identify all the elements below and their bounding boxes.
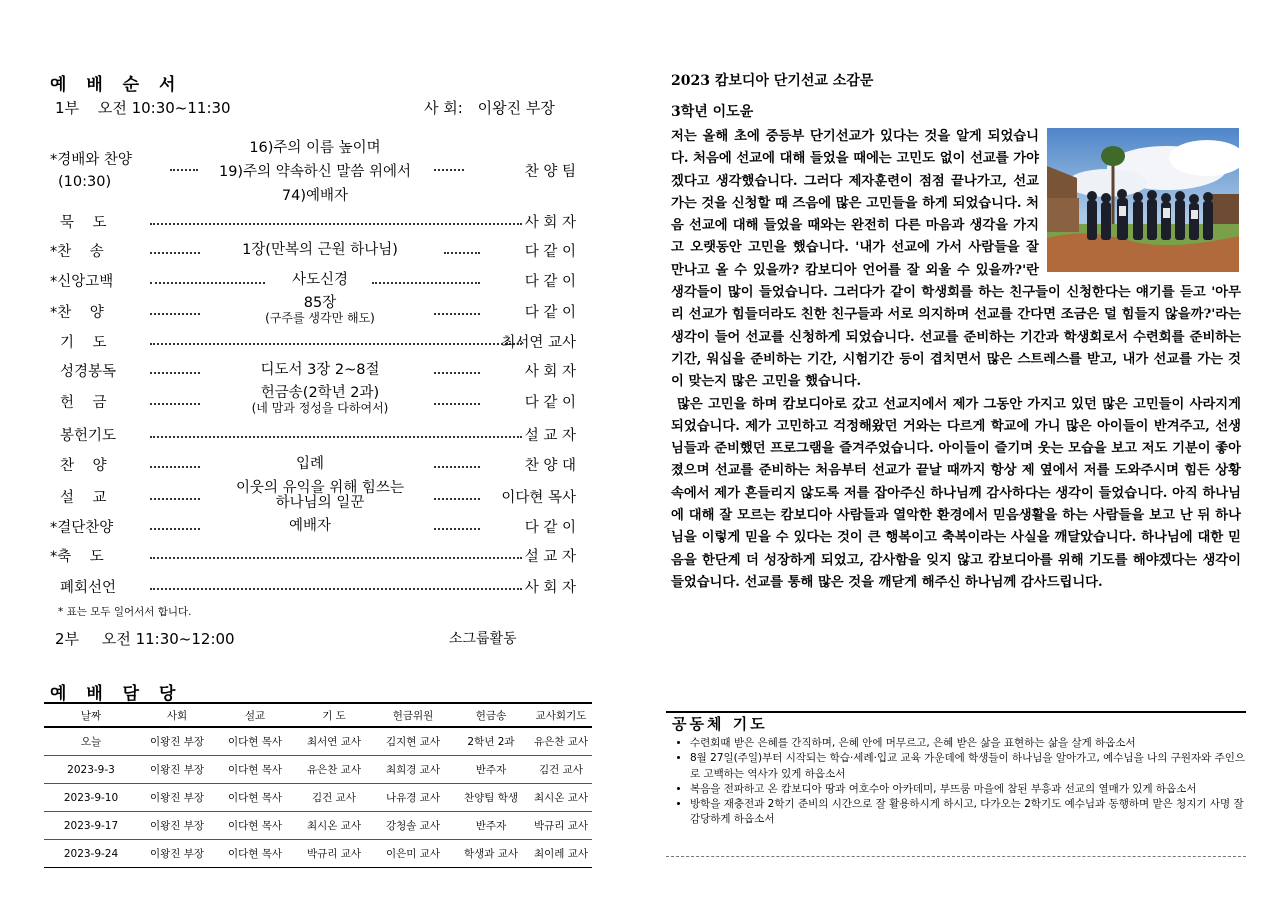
cell-teacher-prayer: 최시온 교사 [530,784,592,812]
table-row [44,756,592,784]
order-row [50,545,580,569]
cell-offering-song: 반주자 [452,756,530,784]
dot-leader [150,313,200,315]
cell-sermon: 이다현 목사 [216,784,294,812]
order-label: 찬 양 [60,458,107,474]
cell-host: 이왕진 부장 [138,840,216,868]
order-label: 기 도 [60,335,107,351]
cell-prayer: 유은찬 교사 [294,756,374,784]
order-responsible: 사 회 자 [524,215,576,231]
order-label: *결단찬양 [50,520,114,536]
standing-note: * 표는 모두 일어서서 합니다. [58,606,192,618]
order-content [205,481,435,511]
dot-leader [150,466,200,468]
order-label: *축 도 [50,549,104,565]
order-content [210,385,430,415]
order-row [50,270,580,294]
cell-sermon: 이다현 목사 [216,727,294,756]
prayer-list [666,736,1246,828]
prayer-bottom-rule [666,856,1246,857]
order-responsible: 최서연 교사 [501,335,576,351]
prayer-title: 공동체 기도 [672,715,768,733]
cell-host: 이왕진 부장 [138,727,216,756]
order-row [50,424,580,448]
order-row [50,516,580,540]
dot-leader [434,498,480,500]
cell-offering-committee: 나유경 교사 [374,784,452,812]
order-content: 1장(만복의 근원 하나님) [242,242,398,258]
order-label: *신앙고백 [50,274,114,290]
cell-prayer: 박규리 교사 [294,840,374,868]
col-offering-committee: 헌금위원 [374,703,452,727]
cell-offering-committee: 최희경 교사 [374,756,452,784]
dot-leader [150,436,522,438]
dot-leader [444,252,480,254]
order-label-time: (10:30) [58,174,112,190]
order-title: 예 배 순 서 [50,75,183,95]
duty-table [44,702,592,868]
order-responsible: 설 교 자 [524,549,576,565]
prayer-item: • 수련회때 받은 은혜를 간직하며, 은혜 안에 머무르고, 은혜 받은 삶을 표현하는 삶을 살게 하옵소서 [690,736,1246,751]
order-row [50,387,580,419]
cell-host: 이왕진 부장 [138,784,216,812]
order-label: 헌 금 [60,395,107,411]
order-row [50,240,580,264]
col-offering-song: 헌금송 [452,703,530,727]
hymn-title: (구주를 생각만 해도) [265,311,375,325]
dot-leader [150,223,522,225]
cell-date: 2023-9-3 [44,756,138,784]
cell-date: 2023-9-24 [44,840,138,868]
prayer-item: • 복음을 전파하고 온 캄보디아 땅과 여호수아 아카데미, 부뜨룸 마을에 참된 부흥과 선교의 열매가 있게 하옵소서 [690,782,1246,797]
cell-offering-song: 찬양팀 학생 [452,784,530,812]
cell-teacher-prayer: 유은찬 교사 [530,727,592,756]
cell-teacher-prayer: 최이레 교사 [530,840,592,868]
cell-host: 이왕진 부장 [138,812,216,840]
sermon-title-2: 하나님의 일꾼 [275,495,365,511]
second-service-time: 오전 11:30~12:00 [101,630,235,648]
order-row [50,331,580,355]
order-row [50,360,580,384]
table-row [44,812,592,840]
dot-leader [150,588,522,590]
duty-header-row [44,703,592,727]
order-row [50,454,580,478]
sermon-title-1: 이웃의 유익을 위해 힘쓰는 [236,480,404,496]
second-service [55,628,235,649]
cell-date: 오늘 [44,727,138,756]
prayer-item: • 8월 27일(주일)부터 시작되는 학습·세례·입교 교육 가운데에 학생들이 하나님을 알아가고, 예수님을 나의 구원자와 주인으로 고백하는 역사가 있게 하옵소서 [690,751,1246,782]
host-line [424,97,555,118]
dot-leader [434,169,464,171]
col-date: 날짜 [44,703,138,727]
dot-leader [434,403,480,405]
small-group-activity: 소그룹활동 [449,631,517,647]
order-content: 디도서 3장 2~8절 [260,362,380,378]
song-1: 16)주의 이름 높이며 [249,140,381,156]
essay-paragraph-1: 저는 올해 초에 중등부 단기선교가 있다는 것을 알게 되었습니다. 처음에 선교에 대해 들었을 때에는 고민도 없이 선교를 가야겠다고 생각했습니다. 그러다 제자훈련이 점점 끝나가고, 선교 가는 것을 신청할 때 즈음에 많은 고민들을 하게 되었습니다. 처음 선교에 대해 들었을 때와는 완전히 다른 마음과 생각을 가지고 오랫동안 고민을 했습니다. '내가 선교에 가서 사람들을 잘 만나고 올 수 있을까? 캄보디아 언어를 잘 외울 수 있을까?'란 생각들이 많이 들었습니다. 그러다가 같이 학생회를 하는 친구들이 신청한다는 얘기를 듣고 '아무리 선교가 힘들더라도 친한 친구들과 서로 의지하며 선교를 간다면 조금은 덜 힘들지 않을까?'라는 생각이 들어 선교를 신청하게 되었습니다. 선교를 준비하는 기간과 학생회로서 수련회를 준비하는 기간, 워십을 준비하는 기간, 시험기간 등이 겹치면서 많은 스트레스를 받고, 내가 선교를 가는 것이 맞는지 많은 고민을 했습니다. [671,129,1241,390]
order-responsible: 이다현 목사 [501,490,576,506]
col-teacher-prayer: 교사회기도 [530,703,592,727]
order-responsible: 다 같 이 [524,244,576,260]
order-content: 사도신경 [291,272,349,288]
photo-illustration [1047,128,1239,272]
order-responsible: 사 회 자 [524,580,576,596]
essay-paragraph-2: 많은 고민을 하며 캄보디아로 갔고 선교지에서 제가 그동안 가지고 있던 많은 고민들이 사라지게 되었습니다. 제가 고민하고 걱정해왔던 거와는 다르게 학교에 가니 많은 아이들이 반겨주고, 선생님들과 준비했던 프로그램을 즐겨주었습니다. 아이들이 즐기며 웃는 모습을 보고 저도 기분이 좋아졌으며 선교를 준비하는 처음부터 선교가 끝날 때까지 항상 제 옆에서 저를 도와주시며 힘든 상황 속에서 제가 흔들리지 않도록 저를 잡아주신 하나님께 감사하다는 생각이 들었습니다. 아직 하나님에 대해 잘 모르는 캄보디아 사람들과 열악한 환경에서 믿음생활을 하는 사람들을 보고 난 뒤 하나님을 이렇게 믿을 수 있다는 것이 큰 행복이고 축복이라는 사실을 깨달았습니다. 하나님에 대한 믿음을 한단계 더 성장하게 되었고, 감사함을 잊지 않고 캄보디아를 위해 기도를 해야겠다는 생각이 들었습니다. 선교를 통해 많은 것을 깨닫게 해주신 하나님께 감사드립니다. [671,396,1241,590]
order-label: *경배와 찬양 [50,152,132,168]
order-label: 봉헌기도 [60,428,117,444]
dot-leader [434,466,480,468]
essay-author: 3학년 이도윤 [671,104,754,120]
order-responsible: 설 교 자 [524,428,576,444]
cell-sermon: 이다현 목사 [216,756,294,784]
order-label: 묵 도 [60,215,107,231]
dot-leader [170,169,198,171]
table-row [44,727,592,756]
prayer-item: • 방학을 재충전과 2학기 준비의 시간으로 잘 활용하시게 하시고, 다가오는 2학기도 예수님과 동행하며 맡은 청지기 사명 잘 감당하게 하옵소서 [690,797,1246,828]
order-row [50,211,580,235]
order-row [50,576,580,600]
essay-title: 2023 캄보디아 단기선교 소감문 [671,73,874,89]
cell-offering-committee: 강청솔 교사 [374,812,452,840]
order-row [50,136,580,206]
order-row [50,295,580,330]
order-content: 예배자 [288,518,332,534]
cell-offering-song: 학생과 교사 [452,840,530,868]
cell-offering-committee: 김지현 교사 [374,727,452,756]
cell-date: 2023-9-17 [44,812,138,840]
second-service-label: 2부 [55,630,80,648]
order-responsible: 다 같 이 [524,274,576,290]
cell-offering-song: 2학년 2과 [452,727,530,756]
cell-date: 2023-9-10 [44,784,138,812]
cell-teacher-prayer: 김건 교사 [530,756,592,784]
cell-teacher-prayer: 박규리 교사 [530,812,592,840]
dot-leader [150,403,200,405]
dot-leader [150,557,522,559]
first-service-label: 1부 [55,99,80,117]
dot-leader [150,282,265,284]
order-label: *찬 송 [50,244,104,260]
cell-sermon: 이다현 목사 [216,840,294,868]
first-service [55,97,231,118]
first-service-time: 오전 10:30~11:30 [97,99,231,117]
hymn-number: 85장 [303,295,337,311]
cell-prayer: 최서연 교사 [294,727,374,756]
dot-leader [150,343,522,345]
duty-title: 예 배 담 당 [50,684,183,704]
essay-body [671,126,1241,594]
order-label: 폐회선언 [60,580,117,596]
cell-prayer: 김건 교사 [294,784,374,812]
order-responsible: 다 같 이 [524,395,576,411]
dot-leader [150,498,200,500]
cell-offering-committee: 이은미 교사 [374,840,452,868]
order-content [200,136,430,208]
host-label: 사 회: [424,99,463,117]
order-responsible: 다 같 이 [524,305,576,321]
order-content [210,295,430,325]
order-responsible: 사 회 자 [524,364,576,380]
offering-song: 헌금송(2학년 2과) [260,385,380,401]
table-row [44,784,592,812]
order-label: 성경봉독 [60,364,117,380]
col-host: 사회 [138,703,216,727]
host-name: 이왕진 부장 [477,99,555,117]
cell-prayer: 최시온 교사 [294,812,374,840]
order-row [50,482,580,514]
order-responsible: 찬 양 대 [524,458,576,474]
dot-leader [150,372,200,374]
table-row [44,840,592,868]
col-prayer: 기 도 [294,703,374,727]
dot-leader [434,313,480,315]
cell-sermon: 이다현 목사 [216,812,294,840]
dot-leader [434,372,480,374]
cell-offering-song: 반주자 [452,812,530,840]
order-label: 설 교 [60,490,107,506]
order-content: 입례 [295,456,324,472]
offering-song-title: (네 맘과 정성을 다하여서) [251,401,389,415]
dot-leader [434,528,480,530]
order-responsible: 다 같 이 [524,520,576,536]
dot-leader [150,252,200,254]
song-2: 19)주의 약속하신 말씀 위에서 [218,164,411,180]
dot-leader [372,282,480,284]
song-3: 74)예배자 [281,188,349,204]
cell-host: 이왕진 부장 [138,756,216,784]
col-sermon: 설교 [216,703,294,727]
order-label: *찬 양 [50,305,104,321]
order-responsible: 찬 양 팀 [524,164,576,180]
dot-leader [150,528,200,530]
mission-group-photo [1047,128,1239,272]
